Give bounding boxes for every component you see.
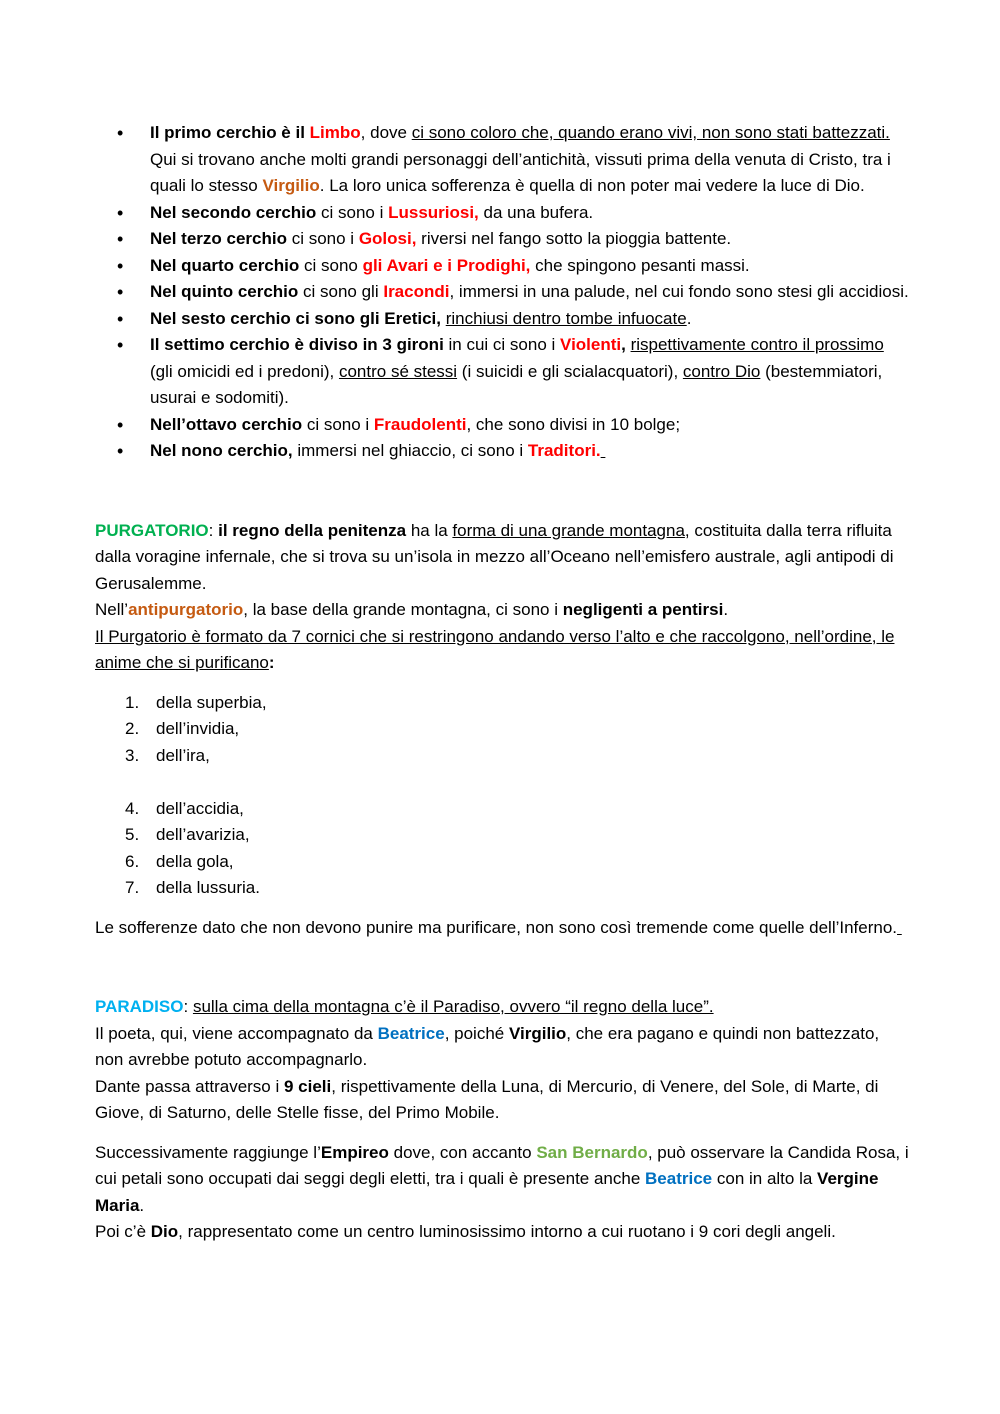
text-run: Dio xyxy=(150,1222,179,1241)
text-run: con in alto la xyxy=(712,1169,818,1188)
list-number: 6. xyxy=(125,851,140,871)
bullet-icon: • xyxy=(117,414,124,435)
text-run: ha la xyxy=(406,520,453,540)
inferno-circles-list xyxy=(95,120,910,465)
text-run: ci sono i xyxy=(316,202,389,222)
text-run: Nel secondo cerchio xyxy=(150,202,317,222)
text-run: Beatrice xyxy=(377,1023,445,1043)
list-number: 2. xyxy=(125,719,140,738)
sofferenze-paragraph xyxy=(95,915,910,942)
list-number: 3. xyxy=(125,745,140,765)
text-run: Dante passa attraverso i xyxy=(95,1076,284,1096)
inferno-circle-item xyxy=(95,120,910,200)
purgatorio-intro xyxy=(95,518,910,598)
list-number: 4. xyxy=(125,798,140,818)
cornice-text: dell’invidia, xyxy=(156,719,240,738)
text-run: Il primo cerchio è il xyxy=(150,123,310,142)
text-run: Fraudolenti xyxy=(373,414,467,434)
text-run: Qui si trovano anche molti grandi personaggi dell’antichità, vissuti prima della venuta di Cristo, tra i quali lo stesso xyxy=(150,149,891,195)
cornice-text: dell’accidia, xyxy=(156,798,244,818)
text-run: il regno della penitenza xyxy=(218,520,407,540)
text-run: Poi c’è xyxy=(95,1222,151,1241)
text-run: riversi nel fango sotto la pioggia battente. xyxy=(416,229,732,248)
cornici-intro xyxy=(95,624,910,677)
cornice-item xyxy=(95,796,910,823)
trailing-underline xyxy=(601,441,606,460)
text-run: forma di una grande montagna xyxy=(452,520,685,540)
text-run: Nel sesto cerchio ci sono gli Eretici, xyxy=(150,308,441,328)
cornice-text: dell’avarizia, xyxy=(156,825,250,844)
text-run: , che sono divisi in 10 bolge; xyxy=(466,414,681,434)
text-run: . xyxy=(723,600,729,619)
trailing-underline xyxy=(897,918,902,937)
bullet-icon: • xyxy=(117,335,124,355)
text-run: da una bufera. xyxy=(478,202,594,222)
text-run: : xyxy=(268,653,275,672)
text-run: Violenti xyxy=(560,335,622,354)
text-run: Successivamente raggiunge l’ xyxy=(95,1142,321,1162)
cornice-item xyxy=(95,822,910,849)
bullet-icon: • xyxy=(117,308,124,329)
text-run: , dove xyxy=(360,123,412,142)
list-number: 5. xyxy=(125,825,140,844)
text-run: antipurgatorio xyxy=(128,600,244,619)
inferno-circle-item xyxy=(95,412,910,439)
cornice-item xyxy=(95,716,910,743)
cornice-text: dell’ira, xyxy=(156,745,210,765)
text-run: Golosi, xyxy=(358,229,417,248)
inferno-circle-item xyxy=(95,438,910,465)
spacer xyxy=(95,677,910,690)
cornice-item xyxy=(95,743,910,770)
document-body xyxy=(95,120,910,1246)
text-run: , rappresentato come un centro luminosissimo intorno a cui ruotano i 9 cori degli angeli. xyxy=(178,1222,836,1241)
text-run: . xyxy=(139,1195,145,1215)
text-run: , la base della grande montagna, ci sono i xyxy=(243,600,563,619)
text-run: PARADISO xyxy=(95,997,184,1016)
text-run: (i suicidi e gli scialacquatori), xyxy=(457,361,683,381)
text-run: ci sono gli xyxy=(298,282,384,301)
text-run: , poiché xyxy=(444,1023,509,1043)
list-number: 7. xyxy=(125,878,140,897)
text-run: Lussuriosi, xyxy=(388,202,479,222)
text-run: Beatrice xyxy=(645,1169,713,1188)
bullet-icon: • xyxy=(117,255,124,276)
cornice-text: della gola, xyxy=(156,851,234,871)
paradiso-dio-paragraph xyxy=(95,1219,910,1246)
text-run: , può osservare la Candida Rosa, i cui petali sono occupati dai seggi degli eletti, tra i quali è presente anche xyxy=(95,1142,909,1188)
text-run: Vergine Maria xyxy=(95,1169,879,1215)
text-run: ci sono i xyxy=(287,229,359,248)
text-run: gli Avari e i Prodighi, xyxy=(362,255,531,275)
bullet-icon: • xyxy=(117,123,124,143)
text-run: Nel quinto cerchio xyxy=(150,282,299,301)
text-run: contro Dio xyxy=(682,361,761,381)
blank-line xyxy=(95,769,910,796)
text-run: negligenti a pentirsi xyxy=(562,600,724,619)
text-run: , che era pagano e quindi non battezzato, non avrebbe potuto accompagnarlo. xyxy=(95,1023,880,1069)
text-run: immersi nel ghiaccio, ci sono i xyxy=(292,441,528,460)
text-run: dove, con accanto xyxy=(388,1142,537,1162)
cornice-item xyxy=(95,875,910,902)
cornici-list xyxy=(95,690,910,902)
text-run: , xyxy=(621,335,631,354)
spacer xyxy=(95,902,910,915)
sofferenze-text: Le sofferenze dato che non devono punire ma purificare, non sono così tremende come quelle dell’Inferno. xyxy=(95,917,898,937)
spacer xyxy=(95,941,910,994)
bullet-icon: • xyxy=(117,202,124,223)
inferno-circle-item xyxy=(95,306,910,333)
text-run: PURGATORIO xyxy=(95,520,209,540)
inferno-circle-item xyxy=(95,226,910,253)
antipurgatorio-paragraph xyxy=(95,597,910,624)
text-run: . xyxy=(686,308,692,328)
text-run: San Bernardo xyxy=(536,1142,648,1162)
inferno-circle-item xyxy=(95,200,910,227)
text-run: , costituita dalla terra rifluita dalla voragine infernale, che si trova su un’isola in mezzo all’Oceano nell’emisfero australe, agli antipodi di Gerusalemme. xyxy=(95,520,894,593)
text-run: : xyxy=(183,997,193,1016)
text-run: Limbo xyxy=(309,123,361,142)
cornice-item xyxy=(95,849,910,876)
text-run: . La loro unica sofferenza è quella di non poter mai vedere la luce di Dio. xyxy=(319,176,865,195)
bullet-icon: • xyxy=(117,282,124,302)
spacer xyxy=(95,465,910,518)
text-run: ci sono i xyxy=(302,414,374,434)
text-run: Il poeta, qui, viene accompagnato da xyxy=(95,1023,378,1043)
text-run: Virgilio xyxy=(508,1023,567,1043)
text-run: ci sono coloro che, quando erano vivi, non sono stati battezzati. xyxy=(411,123,890,142)
cornice-text: della lussuria. xyxy=(156,878,260,897)
inferno-circle-item xyxy=(95,279,910,306)
text-run: Nell’ xyxy=(95,600,129,619)
text-run: Empireo xyxy=(320,1142,389,1162)
text-run: rispettivamente contro il prossimo xyxy=(630,335,884,354)
text-run: Il Purgatorio è formato da 7 cornici che si restringono andando verso l’alto e che raccolgono, nell’ordine, le anime che si purificano xyxy=(95,626,895,672)
spacer xyxy=(95,1127,910,1140)
text-run: in cui ci sono i xyxy=(443,335,561,354)
text-run: Nel quarto cerchio xyxy=(150,255,300,275)
text-run: Nel nono cerchio, xyxy=(150,441,293,460)
text-run: ci sono xyxy=(299,255,363,275)
text-run: Il settimo cerchio è diviso in 3 gironi xyxy=(150,335,444,354)
text-run: 9 cieli xyxy=(283,1076,332,1096)
text-run: sulla cima della montagna c’è il Paradiso, ovvero “il regno della luce”. xyxy=(192,997,714,1016)
bullet-icon: • xyxy=(117,229,124,249)
text-run: Virgilio xyxy=(262,176,320,195)
text-run: rinchiusi dentro tombe infuocate xyxy=(445,308,687,328)
text-run: (bestemmiatori, usurai e sodomiti). xyxy=(150,361,883,407)
text-run: Traditori. xyxy=(527,441,601,460)
text-run: Nel terzo cerchio xyxy=(150,229,287,248)
cornice-item xyxy=(95,690,910,717)
text-run: , immersi in una palude, nel cui fondo sono stesi gli accidiosi. xyxy=(449,282,909,301)
paradiso-cieli-paragraph xyxy=(95,1074,910,1127)
text-run: (gli omicidi ed i predoni), xyxy=(150,361,339,381)
text-run: contro sé stessi xyxy=(338,361,458,381)
text-run: che spingono pesanti massi. xyxy=(530,255,750,275)
list-number: 1. xyxy=(125,692,140,712)
inferno-circle-item xyxy=(95,332,910,412)
text-run: Nell’ottavo cerchio xyxy=(150,414,303,434)
paradiso-poeta-paragraph xyxy=(95,1021,910,1074)
bullet-icon: • xyxy=(117,441,124,461)
paradiso-intro xyxy=(95,994,910,1021)
inferno-circle-item xyxy=(95,253,910,280)
text-run: Iracondi xyxy=(383,282,450,301)
paradiso-empireo-paragraph xyxy=(95,1140,910,1220)
text-run: , rispettivamente della Luna, di Mercurio, di Venere, del Sole, di Marte, di Giove, di Saturno, delle Stelle fisse, del Primo Mobile. xyxy=(95,1076,879,1122)
cornice-text: della superbia, xyxy=(156,692,267,712)
text-run: : xyxy=(208,520,219,540)
